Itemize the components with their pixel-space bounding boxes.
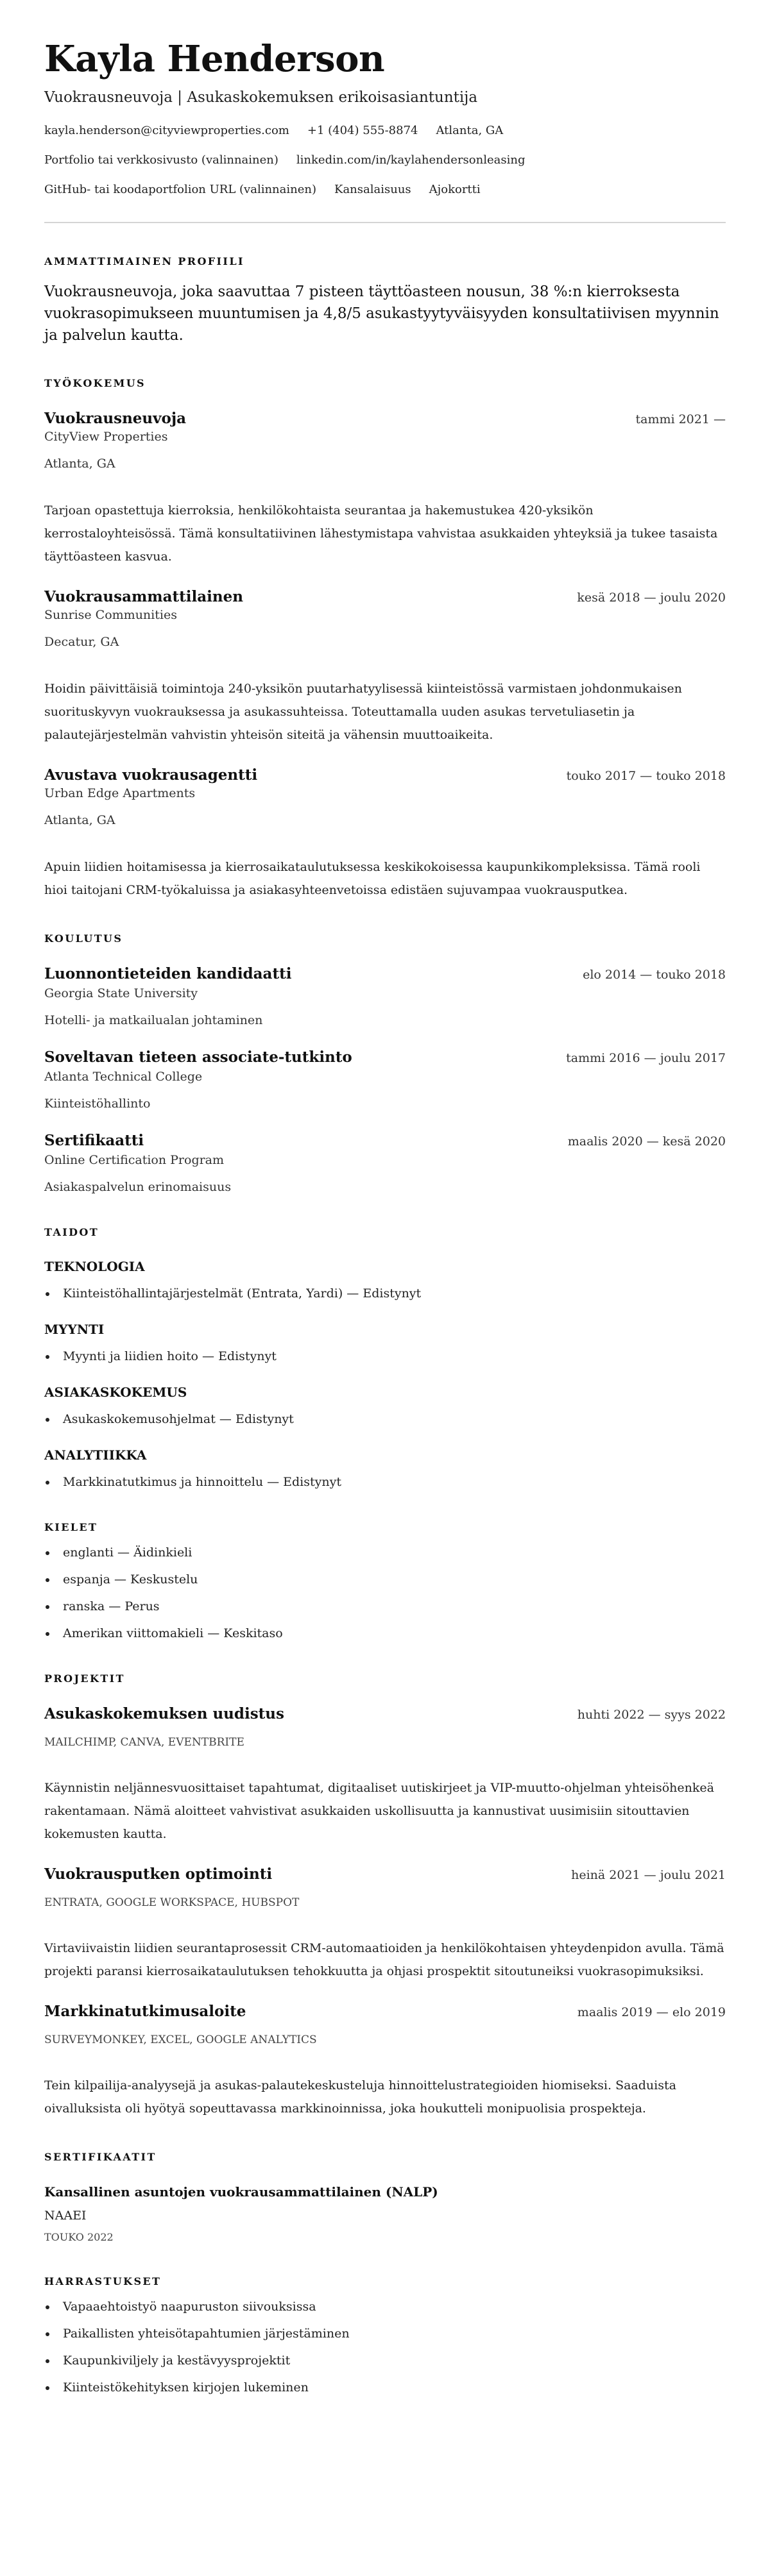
project-name: Vuokrausputken optimointi <box>44 1865 273 1883</box>
project-tech: MAILCHIMP, CANVA, EVENTBRITE <box>44 1736 244 1749</box>
degree-dates: elo 2014 — touko 2018 <box>583 968 726 982</box>
section-title-education: KOULUTUS <box>44 932 123 945</box>
experience-entry <box>44 409 726 568</box>
language-item: ranska — Perus <box>44 1598 726 1615</box>
language-item: espanja — Keskustelu <box>44 1571 726 1588</box>
hobby-item: Kaupunkiviljely ja kestävyysprojektit <box>44 2352 726 2369</box>
school-name: Online Certification Program <box>44 1153 225 1167</box>
contact-row-primary <box>44 123 726 139</box>
contact-linkedin[interactable]: linkedin.com/in/kaylahendersonleasing <box>296 153 526 167</box>
skill-group-technology <box>44 1258 726 1302</box>
project-description: Käynnistin neljännesvuosittaiset tapahtumat, digitaaliset uutiskirjeet ja VIP-muutto-ohjelman yhteisöhenkeä rakentamaan. Nämä aloitteet vahvistivat asukkaiden uskollisuutta ja kannustivat uusimisiin sitouttavien kokemusten kautta. <box>44 1781 714 1841</box>
project-tech: ENTRATA, GOOGLE WORKSPACE, HUBSPOT <box>44 1896 300 1909</box>
skill-group-title: TEKNOLOGIA <box>44 1259 145 1274</box>
skill-group-customer-experience <box>44 1384 726 1427</box>
contact-row-extra <box>44 182 726 198</box>
job-location: Decatur, GA <box>44 635 119 649</box>
certificate-name: Kansallinen asuntojen vuokrausammattilainen (NALP) <box>44 2184 438 2200</box>
job-description: Apuin liidien hoitamisessa ja kierrosaikataulutuksessa keskikokoisessa kaupunkikompleksissa. Tämä rooli hioi taitojani CRM-työkaluissa ja asiakasyhteenvetoissa edistäen sujuvampaa vuokrausputkea. <box>44 860 701 897</box>
job-company: CityView Properties <box>44 430 168 444</box>
degree-dates: tammi 2016 — joulu 2017 <box>566 1051 726 1065</box>
certificate-issuer: NAAEI <box>44 2209 87 2223</box>
field-of-study: Asiakaspalvelun erinomaisuus <box>44 1180 232 1194</box>
project-dates: huhti 2022 — syys 2022 <box>577 1708 726 1722</box>
hobby-item: Paikallisten yhteisötapahtumien järjestäminen <box>44 2325 726 2342</box>
contact-phone[interactable]: +1 (404) 555-8874 <box>307 124 418 137</box>
project-tech: SURVEYMONKEY, EXCEL, GOOGLE ANALYTICS <box>44 2033 317 2046</box>
skill-item: Kiinteistöhallintajärjestelmät (Entrata, Yardi) — Edistynyt <box>44 1285 726 1302</box>
contact-citizenship: Kansalaisuus <box>334 183 411 196</box>
section-title-skills: TAIDOT <box>44 1226 99 1238</box>
section-projects <box>44 1672 726 2120</box>
section-skills <box>44 1226 726 1490</box>
job-company: Urban Edge Apartments <box>44 786 196 800</box>
contact-location: Atlanta, GA <box>436 124 504 137</box>
section-experience <box>44 377 726 902</box>
profile-summary: Vuokrausneuvoja, joka saavuttaa 7 pisteen täyttöasteen nousun, 38 %:n kierroksesta vuokrasopimukseen muuntumisen ja 4,8/5 asukastyytyväisyyden konsultatiivisen myynnin ja palvelun kautta. <box>44 283 719 344</box>
resume-header <box>44 37 726 223</box>
degree-dates: maalis 2020 — kesä 2020 <box>567 1134 726 1149</box>
language-item: Amerikan viittomakieli — Keskitaso <box>44 1625 726 1642</box>
project-dates: heinä 2021 — joulu 2021 <box>571 1868 726 1882</box>
section-title-certificates: SERTIFIKAATIT <box>44 2151 157 2163</box>
section-title-hobbies: HARRASTUKSET <box>44 2275 162 2287</box>
project-name: Asukaskokemuksen uudistus <box>44 1705 284 1722</box>
skill-group-title: MYYNTI <box>44 1322 105 1337</box>
skill-group-title: ASIAKASKOKEMUS <box>44 1385 187 1400</box>
contact-row-links <box>44 153 726 168</box>
job-description: Tarjoan opastettuja kierroksia, henkilökohtaista seurantaa ja hakemustukea 420-yksikön kerrostaloyhteisössä. Tämä konsultatiivinen lähestymistapa vahvistaa asukkaiden yhteyksiä ja tukee tasaista täyttöasteen kasvua. <box>44 503 718 564</box>
experience-entry <box>44 587 726 746</box>
degree-title: Soveltavan tieteen associate-tutkinto <box>44 1048 352 1066</box>
job-title: Vuokrausammattilainen <box>44 588 243 605</box>
job-location: Atlanta, GA <box>44 457 116 471</box>
field-of-study: Hotelli- ja matkailualan johtaminen <box>44 1013 263 1027</box>
education-entry <box>44 1131 726 1195</box>
skill-group-sales <box>44 1321 726 1365</box>
language-item: englanti — Äidinkieli <box>44 1544 726 1561</box>
project-description: Virtaviivaistin liidien seurantaprosessit CRM-automaatioiden ja henkilökohtaisen yhteydenpidon avulla. Tämä projekti paransi kierrosaikataulutuksen tehokkuutta ja ohjasi prospektit sitoutuneiksi vuokrasopimuksiksi. <box>44 1941 724 1978</box>
education-entry <box>44 964 726 1029</box>
education-entry <box>44 1048 726 1112</box>
certificate-entry <box>44 2183 726 2244</box>
skill-item: Markkinatutkimus ja hinnoittelu — Edistynyt <box>44 1474 726 1490</box>
job-title: Avustava vuokrausagentti <box>44 766 258 784</box>
project-dates: maalis 2019 — elo 2019 <box>577 2005 726 2019</box>
section-title-languages: KIELET <box>44 1521 98 1533</box>
skill-item: Asukaskokemusohjelmat — Edistynyt <box>44 1411 726 1427</box>
candidate-headline: Vuokrausneuvoja | Asukaskokemuksen erikoisasiantuntija <box>44 89 478 106</box>
section-education <box>44 932 726 1195</box>
contact-email[interactable]: kayla.henderson@cityviewproperties.com <box>44 124 289 137</box>
project-entry <box>44 2002 726 2120</box>
school-name: Georgia State University <box>44 986 198 1000</box>
job-dates: touko 2017 — touko 2018 <box>566 769 726 783</box>
contact-portfolio[interactable]: Portfolio tai verkkosivusto (valinnainen) <box>44 153 278 167</box>
section-title-profile: AMMATTIMAINEN PROFIILI <box>44 255 244 267</box>
job-company: Sunrise Communities <box>44 608 177 622</box>
section-title-projects: PROJEKTIT <box>44 1672 125 1685</box>
candidate-name: Kayla Henderson <box>44 38 385 80</box>
field-of-study: Kiinteistöhallinto <box>44 1097 151 1111</box>
experience-entry <box>44 766 726 902</box>
skill-item: Myynti ja liidien hoito — Edistynyt <box>44 1348 726 1365</box>
job-dates: kesä 2018 — joulu 2020 <box>577 591 726 605</box>
skill-group-analytics <box>44 1447 726 1490</box>
project-entry <box>44 1705 726 1846</box>
project-name: Markkinatutkimusaloite <box>44 2003 246 2020</box>
job-title: Vuokrausneuvoja <box>44 410 187 427</box>
contact-drivers-license: Ajokortti <box>429 183 481 196</box>
school-name: Atlanta Technical College <box>44 1070 203 1084</box>
certificate-date: TOUKO 2022 <box>44 2231 114 2243</box>
contact-github[interactable]: GitHub- tai koodaportfolion URL (valinnainen) <box>44 183 316 196</box>
header-divider <box>44 222 726 223</box>
section-languages <box>44 1521 726 1642</box>
skill-group-title: ANALYTIIKKA <box>44 1447 147 1463</box>
hobby-item: Vapaaehtoistyö naapuruston siivouksissa <box>44 2298 726 2315</box>
job-description: Hoidin päivittäisiä toimintoja 240-yksikön puutarhatyylisessä kiinteistössä varmistaen johdonmukaisen suorituskyvyn vuokrauksessa ja asukassuhteissa. Toteuttamalla uuden asukas tervetuliasetin ja palautejärjestelmän vahvistin yhteisön siteitä ja vähensin muuttoaikeita. <box>44 682 682 742</box>
section-hobbies <box>44 2275 726 2396</box>
section-profile <box>44 255 726 346</box>
degree-title: Sertifikaatti <box>44 1132 144 1149</box>
degree-title: Luonnontieteiden kandidaatti <box>44 965 292 982</box>
section-title-experience: TYÖKOKEMUS <box>44 377 146 389</box>
job-dates: tammi 2021 — <box>635 412 726 426</box>
project-description: Tein kilpailija-analyysejä ja asukas-palautekeskusteluja hinnoittelustrategioiden hiomiseksi. Saaduista oivalluksista oli hyötyä sopeuttavassa markkinoinnissa, joka houkutteli monipuolisia prospekteja. <box>44 2078 676 2116</box>
section-certificates <box>44 2151 726 2244</box>
job-location: Atlanta, GA <box>44 813 116 827</box>
project-entry <box>44 1865 726 1983</box>
hobby-item: Kiinteistökehityksen kirjojen lukeminen <box>44 2379 726 2396</box>
